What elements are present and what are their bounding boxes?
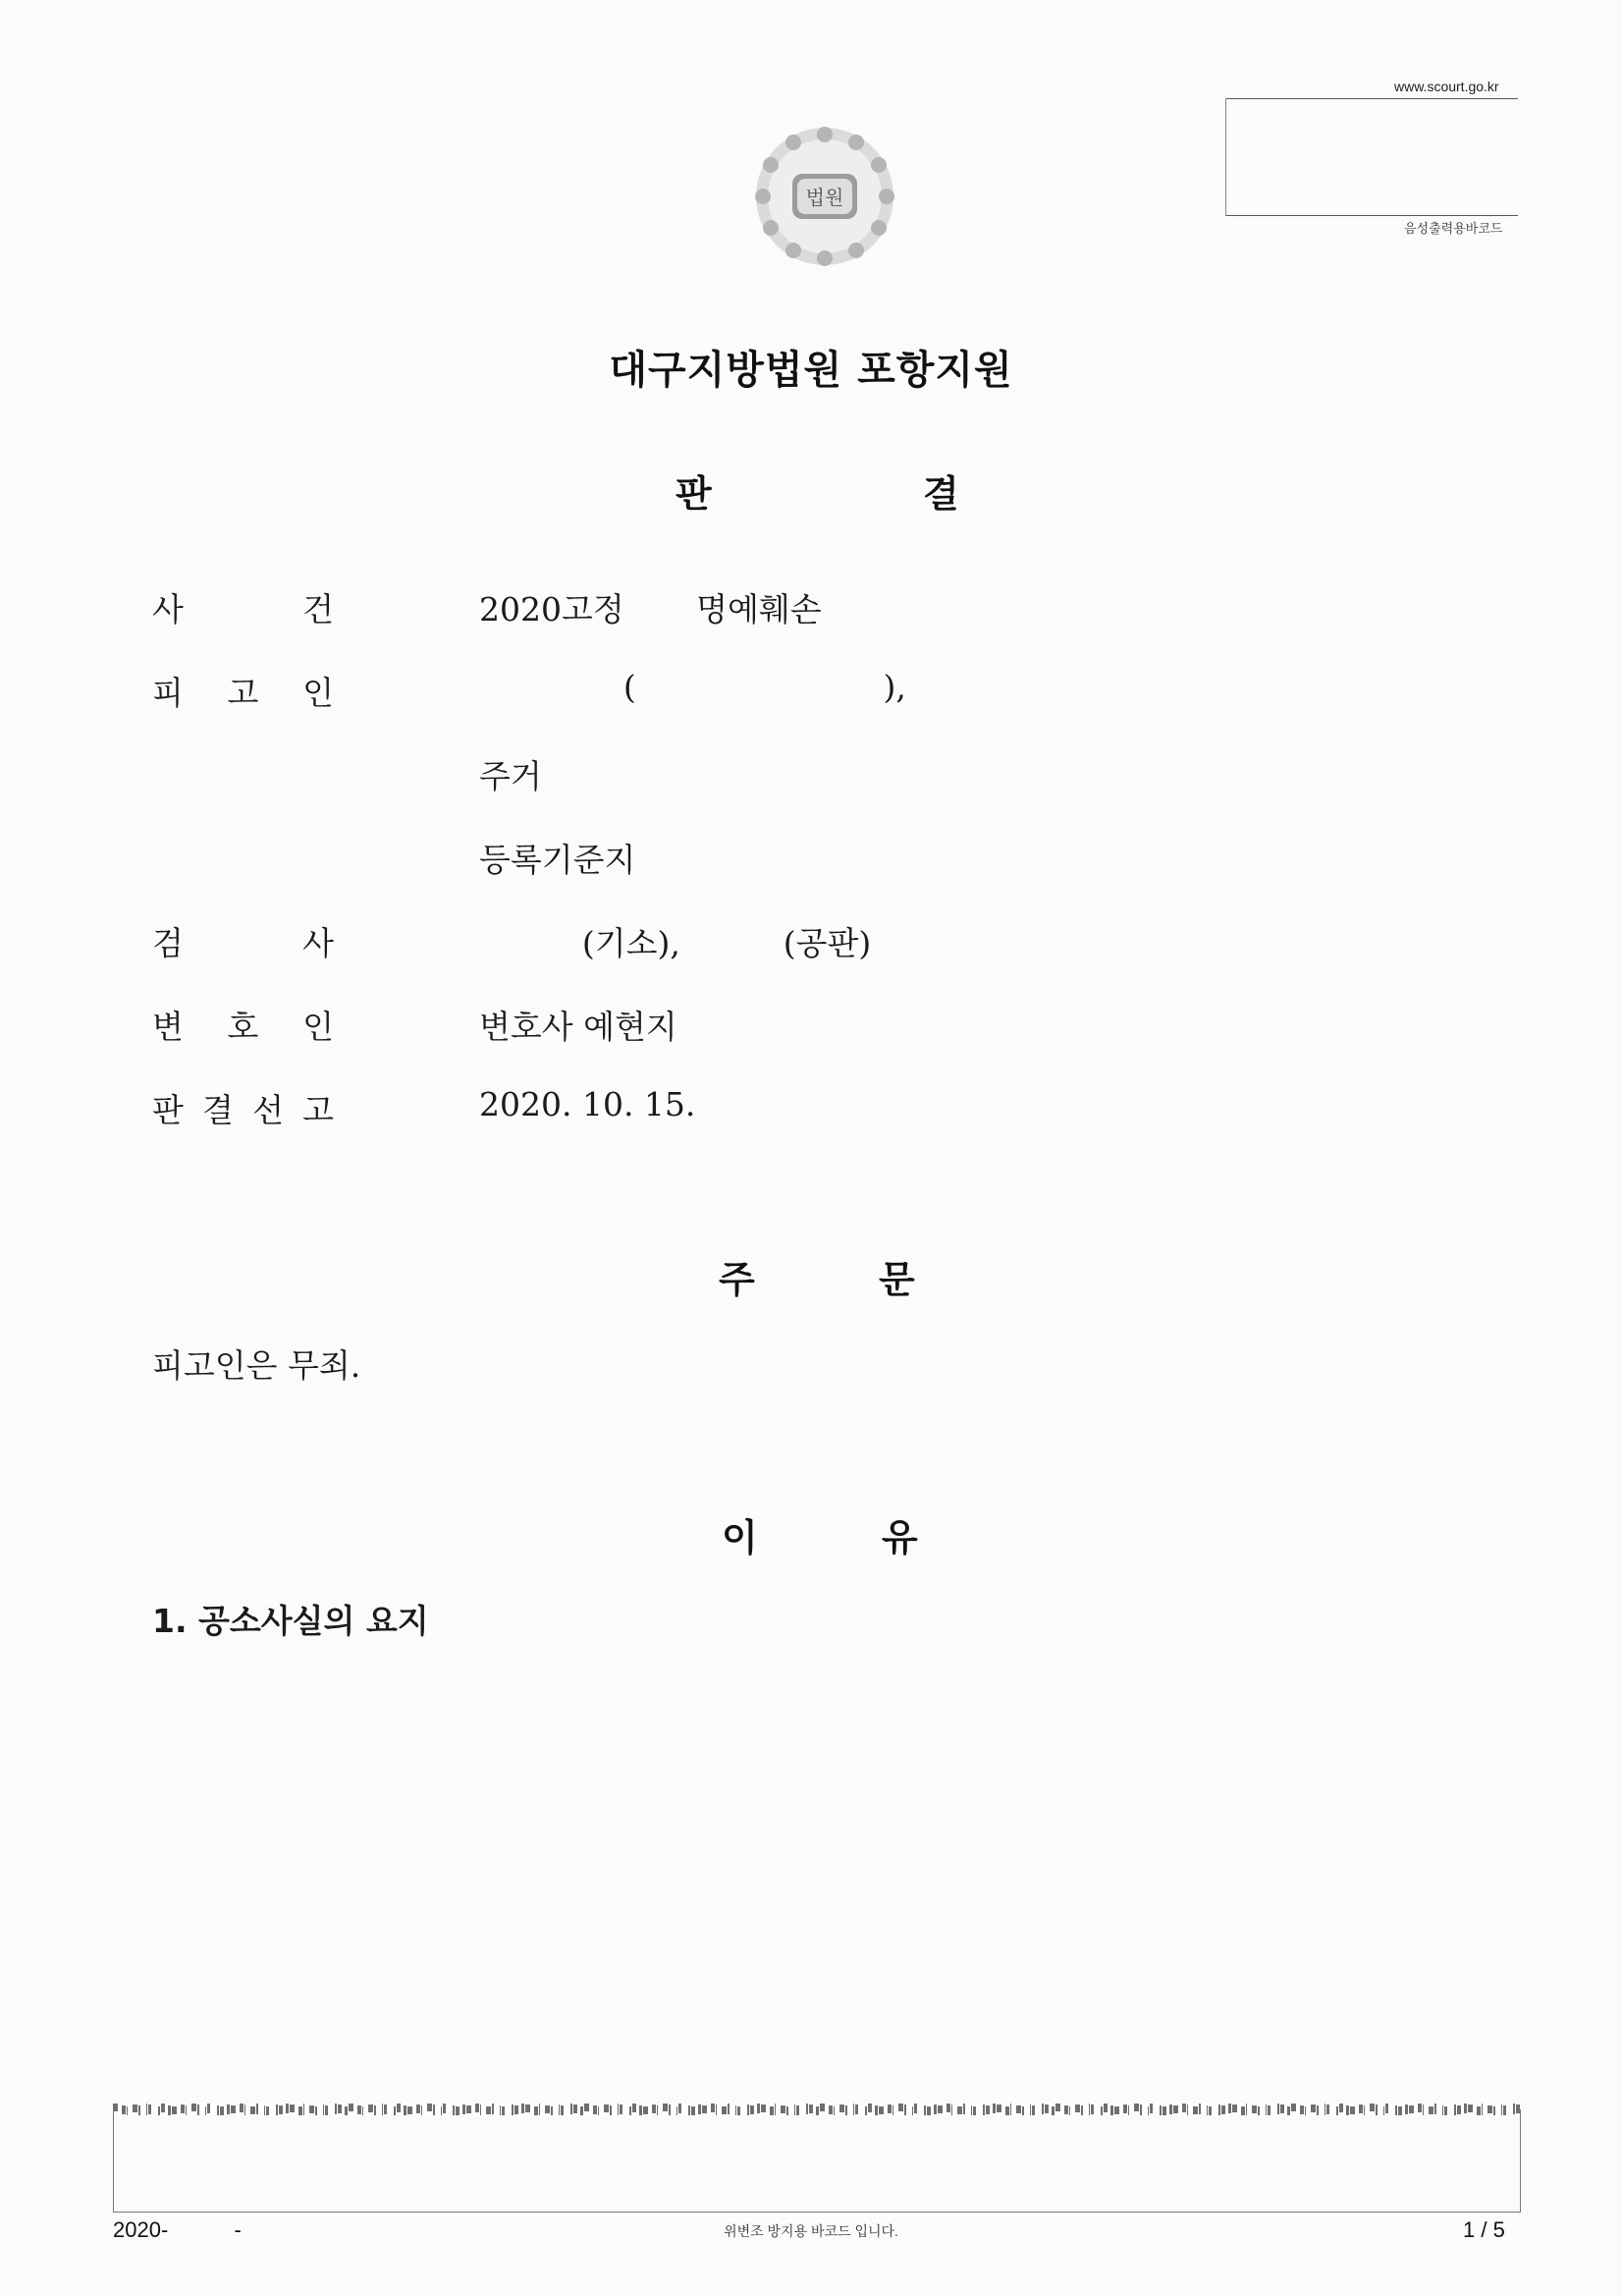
value-prosecutor: (기소), (공판) bbox=[479, 924, 872, 962]
order-text: 피고인은 무죄. bbox=[152, 1346, 361, 1385]
footer-barcode-caption: 위변조 방지용 바코드 입니다. bbox=[724, 2223, 898, 2239]
site-url: www.scourt.go.kr bbox=[1394, 79, 1499, 94]
seal-text: 법원 bbox=[805, 186, 844, 209]
reason-heading-char-2: 유 bbox=[882, 1516, 918, 1559]
section-1-title: 1. 공소사실의 요지 bbox=[152, 1602, 429, 1640]
value-case: 2020고정 명예훼손 bbox=[479, 590, 822, 629]
order-heading-char-2: 문 bbox=[879, 1258, 915, 1301]
title-char-2: 결 bbox=[923, 472, 959, 516]
anti-forgery-barcode-box bbox=[113, 2109, 1521, 2213]
reason-heading-char-1: 이 bbox=[722, 1516, 758, 1559]
footer-page-number: 1 / 5 bbox=[1463, 2217, 1505, 2242]
label-case: 사 건 bbox=[152, 590, 334, 629]
value-registered-domicile: 등록기준지 bbox=[479, 841, 636, 879]
value-defendant: ( ), bbox=[479, 668, 906, 706]
value-defense-counsel: 변호사 예현지 bbox=[479, 1008, 677, 1046]
label-defense-counsel: 변 호 인 bbox=[152, 1008, 334, 1046]
label-defendant: 피 고 인 bbox=[152, 674, 334, 712]
value-sentencing-date: 2020. 10. 15. bbox=[479, 1085, 696, 1123]
title-char-1: 판 bbox=[676, 472, 712, 516]
value-address: 주거 bbox=[479, 757, 542, 795]
label-sentencing-date: 판 결 선 고 bbox=[152, 1091, 334, 1129]
court-seal-emblem bbox=[751, 123, 898, 270]
barcode-caption: 음성출력용바코드 bbox=[1404, 221, 1503, 236]
court-name: 대구지방법원 포항지원 bbox=[609, 348, 1013, 393]
voice-output-barcode bbox=[1225, 98, 1518, 216]
order-heading-char-1: 주 bbox=[719, 1258, 755, 1301]
label-prosecutor: 검 사 bbox=[152, 924, 334, 962]
footer-case-number: 2020- - bbox=[113, 2217, 242, 2242]
